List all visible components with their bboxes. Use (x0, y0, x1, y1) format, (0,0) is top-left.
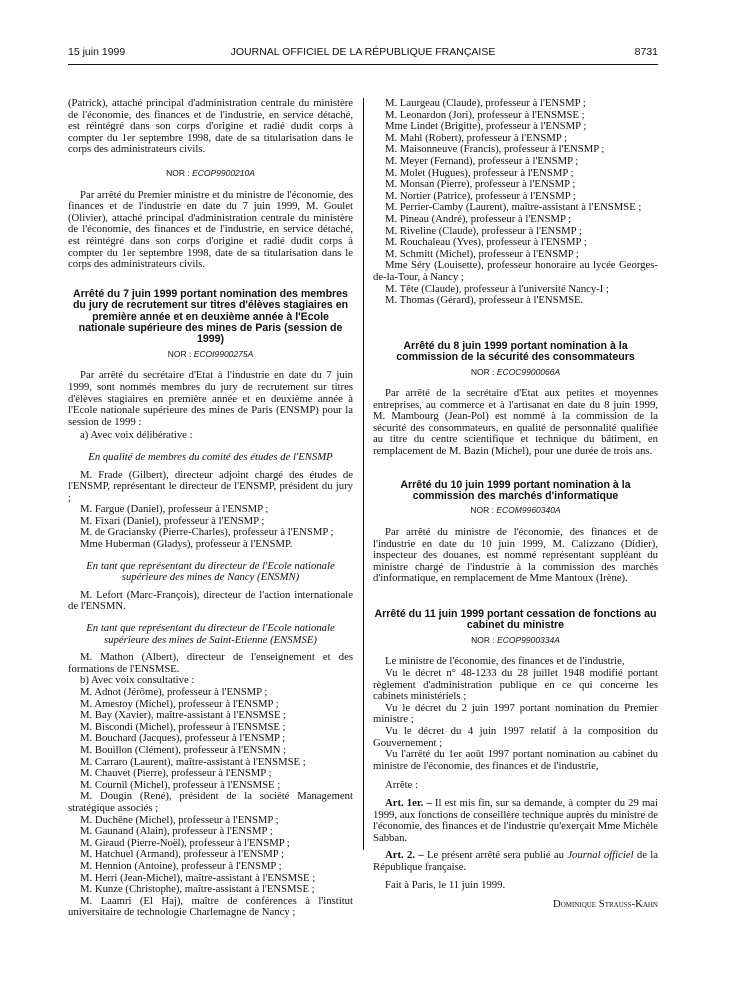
paragraph: Vu le décret n° 48-1233 du 28 juillet 1948 modifié portant règlement d'administration publique en ce qui concerne les cabinets ministériels ; (373, 667, 658, 703)
header-page-number: 8731 (634, 46, 658, 58)
column-divider (363, 98, 364, 850)
decree-title: Arrêté du 11 juin 1999 portant cessation de fonctions au cabinet du ministre (374, 608, 657, 632)
nor-reference: NOR : ECOP9900210A (166, 167, 255, 178)
nor-reference: NOR : ECOP9900334A (471, 634, 560, 645)
header-rule (68, 64, 658, 65)
header-date: 15 juin 1999 (68, 46, 126, 58)
list-item: M. Riveline (Claude), professeur à l'ENSMP ; (385, 224, 582, 237)
list-item: M. Hennion (Antoine), professeur à l'ENSMP ; (80, 859, 282, 872)
section-heading: En tant que représentant du directeur de l'Ecole nationale supérieure des mines de Nancy (ENSMN) (86, 559, 335, 584)
paragraph: Par arrêté du Premier ministre et du ministre de l'économie, des finances et de l'industrie en date du 7 juin 1999, M. Goulet (Olivier), attaché principal d'administration centrale du ministère de l'économie, des finances et de l'industrie, en service détaché, est réintégré dans son corps d'origine et radié dudit corps à compter du 1er septembre 1998, date de sa titularisation dans le corps des administrateurs civils. (68, 188, 353, 271)
list-item: M. Maisonneuve (Francis), professeur à l'ENSMP ; (385, 143, 605, 156)
right-column (373, 98, 658, 911)
signature: Dominique Strauss-Kahn (552, 898, 658, 911)
list-item: Mme Séry (Louisette), professeur honoraire au lycée Georges-de-la-Tour, à Nancy ; (373, 259, 658, 283)
article-label: Art. 2. – (385, 849, 424, 862)
list-item: M. Adnot (Jérôme), professeur à l'ENSMP ; (80, 686, 268, 698)
list-item: M. Meyer (Fernand), professeur à l'ENSMP ; (385, 154, 579, 167)
list-item: M. Herri (Jean-Michel), maître-assistant à l'ENSMSE ; (80, 871, 316, 884)
nor-reference: NOR : ECOM9960340A (470, 505, 561, 516)
nor-code: ECOC9900066A (496, 366, 561, 377)
paragraph: Par arrêté de la secrétaire d'Etat aux petites et moyennes entreprises, au commerce et à l'artisanat en date du 8 juin 1999, M. Mambourg (Jean-Pol) est nommé à la commission de la sécurité des consommateurs, en qualité de personnalité qualifiée au titre du centre scientifique et technique du bâtiment, en remplacement de M. Bazin (Michel), pour une durée de trois ans. (373, 387, 658, 458)
nor-code: ECOI9900275A (193, 348, 254, 359)
journal-officiel-ref: Journal officiel (567, 849, 634, 862)
list-item: M. Bouillon (Clément), professeur à l'ENSMN ; (80, 743, 287, 756)
nor-reference: NOR : ECOC9900066A (470, 366, 561, 377)
section-heading: En qualité de membres du comité des études de l'ENSMP (88, 450, 333, 463)
list-item: M. Dougin (René), président de la société Management stratégique associés ; (68, 790, 353, 814)
list-item: M. Thomas (Gérard), professeur à l'ENSMSE. (385, 294, 584, 307)
nor-code: ECOP9900210A (192, 167, 255, 178)
list-item: M. Amestoy (Michel), professeur à l'ENSMP ; (80, 697, 279, 710)
article-2: Art. 2. – Le présent arrêté sera publié au Journal officiel de la République française. (373, 849, 658, 873)
list-item: M. Cournil (Michel), professeur à l'ENSMSE ; (80, 778, 281, 791)
member-list (68, 590, 353, 613)
section-heading: En tant que représentant du directeur de l'Ecole nationale supérieure des mines de Saint-Etienne (ENSMSE) (86, 622, 335, 646)
list-item: M. Bouchard (Jacques), professeur à l'ENSMP ; (80, 732, 286, 745)
header-journal-title: JOURNAL OFFICIEL DE LA RÉPUBLIQUE FRANÇAISE (230, 46, 496, 58)
list-item: M. de Graciansky (Pierre-Charles), professeur à l'ENSMP ; (80, 526, 334, 539)
list-item: M. Chauvet (Pierre), professeur à l'ENSMP ; (80, 767, 272, 780)
list-item: M. Mathon (Albert), directeur de l'enseignement et des formations de l'ENSMSE. (68, 651, 353, 675)
list-item: M. Nortier (Patrice), professeur à l'ENSMP ; (385, 189, 576, 202)
list-item: M. Schmitt (Michel), professeur à l'ENSMP ; (385, 247, 579, 260)
list-item: M. Biscondi (Michel), professeur à l'ENSMSE ; (80, 720, 286, 733)
list-item: M. Hatchuel (Armand), professeur à l'ENSMP ; (80, 848, 284, 861)
sub-label: b) Avec voix consultative : (80, 674, 195, 687)
paragraph: Le ministre de l'économie, des finances et de l'industrie, (385, 655, 625, 668)
article-label: Art. 1er. – (385, 796, 432, 809)
sub-label: a) Avec voix délibérative : (80, 429, 193, 442)
list-item: M. Pineau (André), professeur à l'ENSMP ; (385, 212, 572, 225)
list-item: M. Duchêne (Michel), professeur à l'ENSMP ; (80, 813, 279, 826)
paragraph: Par arrêté du ministre de l'économie, des finances et de l'industrie en date du 10 juin 1999, M. Calizzano (Didier), inspecteur des douanes, est nommé représentant suppléant du ministre chargé de l'industrie à la commission des marchés d'informatique, en remplacement de Mme Mantoux (Irène). (373, 526, 658, 585)
paragraph: (Patrick), attaché principal d'administration centrale du ministère de l'économie, des finances et de l'industrie, en service détaché, est réintégré dans son corps d'origine et radié dudit corps à compter du 1er septembre 1998, date de sa titularisation dans le corps des administrateurs civils. (68, 97, 353, 156)
decree-title: Arrêté du 10 juin 1999 portant nomination à la commission des marchés d'informatique (400, 478, 631, 503)
list-item: M. Lefort (Marc-François), directeur de l'action internationale de l'ENSMN. (68, 588, 353, 613)
arrete-label: Arrête : (385, 779, 418, 792)
list-item: M. Leonardon (Jori), professeur à l'ENSMSE ; (385, 108, 585, 121)
list-item: M. Gaunand (Alain), professeur à l'ENSMP ; (80, 825, 273, 838)
paragraph: Par arrêté du secrétaire d'Etat à l'industrie en date du 7 juin 1999, sont nommés membres du jury de recrutement sur titres d'élèves stagiaires en première année et en deuxième année à l'Ecole nationale supérieure des mines de Paris (ENSMP) pour la session de 1999 : (68, 369, 353, 428)
list-item: M. Monsan (Pierre), professeur à l'ENSMP ; (385, 178, 576, 191)
member-list (68, 652, 353, 675)
list-item: Mme Huberman (Gladys), professeur à l'ENSMP. (80, 538, 293, 551)
list-item: M. Fixari (Daniel), professeur à l'ENSMP ; (80, 514, 265, 527)
paragraph: Vu l'arrêté du 1er août 1997 portant nomination au cabinet du ministre de l'économie, des finances et de l'industrie, (373, 748, 658, 772)
list-item: M. Bay (Xavier), maître-assistant à l'ENSMSE ; (80, 709, 287, 722)
member-list (68, 470, 353, 551)
member-list (68, 687, 353, 919)
list-item: M. Molet (Hugues), professeur à l'ENSMP ; (385, 166, 574, 179)
paragraph: Vu le décret du 4 juin 1997 relatif à la composition du Gouvernement ; (373, 725, 658, 749)
left-column (68, 98, 353, 919)
list-item: M. Carraro (Laurent), maître-assistant à l'ENSMSE ; (80, 755, 306, 768)
list-item: M. Frade (Gilbert), directeur adjoint chargé des études de l'ENSMP, représentant le directeur de l'ENSMP, président du jury ; (68, 468, 353, 504)
decree-title: Arrêté du 8 juin 1999 portant nomination à la commission de la sécurité des consommateurs (396, 339, 635, 364)
paragraph: Vu le décret du 2 juin 1997 portant nomination du Premier ministre ; (373, 701, 658, 726)
member-list (373, 98, 658, 307)
list-item: M. Laurgeau (Claude), professeur à l'ENSMP ; (385, 97, 586, 109)
list-item: M. Tête (Claude), professeur à l'université Nancy-I ; (385, 282, 610, 295)
date-place: Fait à Paris, le 11 juin 1999. (385, 878, 506, 891)
list-item: M. Laamri (El Haj), maître de conférences à l'institut universitaire de technologie Charlemagne de Nancy ; (68, 894, 353, 919)
list-item: M. Kunze (Christophe), maître-assistant à l'ENSMSE ; (80, 883, 315, 896)
article-1: Art. 1er. – Il est mis fin, sur sa demande, à compter du 29 mai 1999, aux fonctions de conseillère technique auprès du ministre de l'économie, des finances et de l'industrie qu'exerçait Mme Michèle Sabban. (373, 796, 658, 844)
nor-reference: NOR : ECOI9900275A (167, 348, 254, 359)
nor-code: ECOP9900334A (497, 634, 560, 645)
list-item: M. Fargue (Daniel), professeur à l'ENSMP ; (80, 503, 269, 516)
nor-code: ECOM9960340A (496, 505, 561, 516)
page-header (68, 46, 658, 62)
list-item: M. Perrier-Camby (Laurent), maître-assistant à l'ENSMSE ; (385, 201, 642, 214)
list-item: Mme Lindet (Brigitte), professeur à l'ENSMP ; (385, 120, 587, 133)
list-item: M. Rouchaleau (Yves), professeur à l'ENSMP ; (385, 236, 587, 249)
decree-title: Arrêté du 7 juin 1999 portant nomination des membres du jury de recrutement sur titres d'élèves stagiaires en première année et en deuxième année à l'Ecole nationale supérieure des mines de Paris (session de 1999) (72, 287, 349, 346)
list-item: M. Giraud (Pierre-Noël), professeur à l'ENSMP ; (80, 836, 290, 849)
list-item: M. Mahl (Robert), professeur à l'ENSMP ; (385, 131, 568, 144)
